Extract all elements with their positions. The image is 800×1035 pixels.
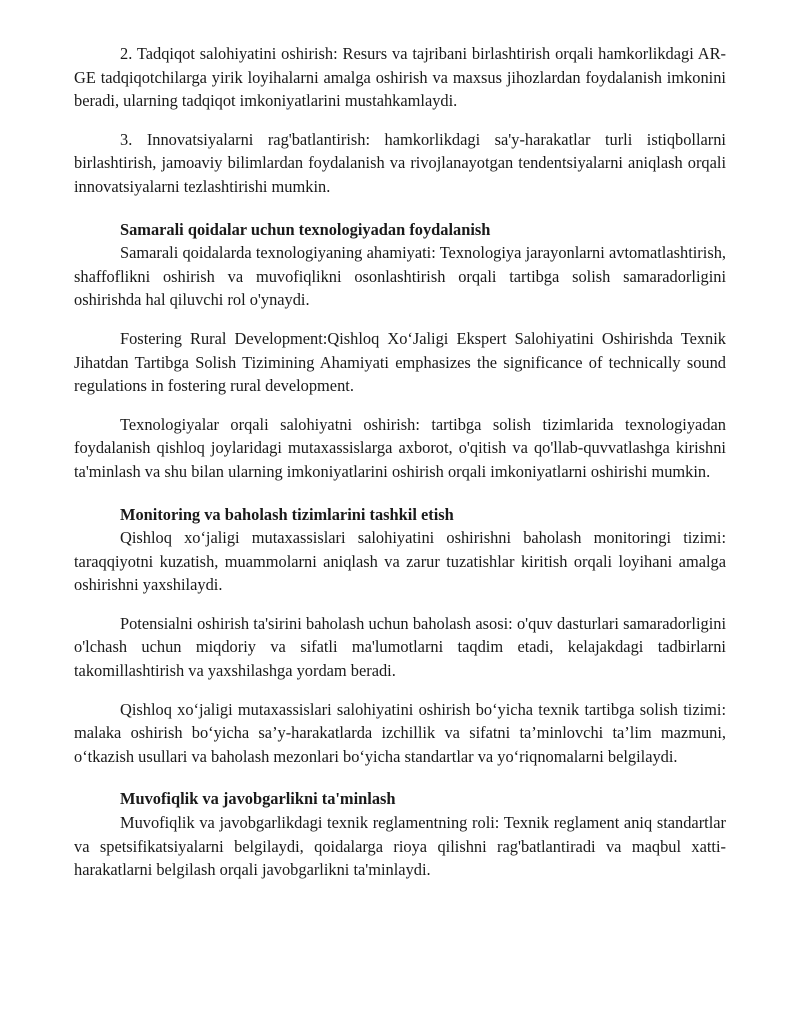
paragraph-capacity-through-technology: Texnologiyalar orqali salohiyatni oshirish: tartibga solish tizimlarida texnologiyadan foydalanish qishloq joylaridagi mutaxassislarga axborot, o'qitish va qo'llab-quvvatlashga kirishni ta'minlash va shu bilan ularning imkoniyatlarini oshirish orqali imkoniyatlarni oshirishi mumkin. — [74, 414, 726, 481]
paragraph-evaluation-framework: Potensialni oshirish ta'sirini baholash uchun baholash asosi: o'quv dasturlari samaradorligini o'lchash uchun miqdoriy va sifatli ma'lumotlarni taqdim etadi, kelajakdagi tadbirlarni takomillashtirish va yaxshilashga yordam beradi. — [74, 613, 726, 681]
paragraph-technology-importance: Samarali qoidalarda texnologiyaning ahamiyati: Texnologiya jarayonlarni avtomatlashtirish, shaffoflikni oshirish va muvofiqlikni osonlashtirish orqali tartibga solish samaradorligini oshirishda hal qiluvchi rol o'ynaydi. — [74, 243, 726, 310]
section-heading-technology: Samarali qoidalar uchun texnologiyadan foydalanish — [120, 219, 491, 239]
paragraph-rural-development: Fostering Rural Development:Qishloq Xo‘Jaligi Ekspert Salohiyatini Oshirishda Texnik Jihatdan Tartibga Solish Tizimining Ahamiyati emphasizes the significance of technically sound regulations in fostering rural development. — [74, 328, 726, 396]
paragraph-innovation: 3. Innovatsiyalarni rag'batlantirish: hamkorlikdagi sa'y-harakatlar turli istiqbollarni birlashtirish, jamoaviy bilimlardan foydalanish va rivojlanayotgan tendentsiyalarni aniqlash orqali innovatsiyalarni tezlashtirishi mumkin. — [74, 129, 726, 196]
paragraph-research-capacity: 2. Tadqiqot salohiyatini oshirish: Resurs va tajribani birlashtirish orqali hamkorlikdagi AR-GE tadqiqotchilarga yirik loyihalarni amalga oshirish va maxsus jihozlardan foydalanish imkonini beradi, ularning tadqiqot imkoniyatlarini mustahkamlaydi. — [74, 44, 726, 111]
paragraph-technical-regulation-system: Qishloq xo‘jaligi mutaxassislari salohiyatini oshirish bo‘yicha texnik tartibga solish tizimi: malaka oshirish bo‘yicha sa’y-harakatlarda izchillik va sifatni ta’minlovchi ta’lim mazmuni, o‘tkazish usullari va baholash mezonlari bo‘yicha standartlar va yo‘riqnomalarni belgilaydi. — [74, 699, 726, 766]
document-page — [74, 42, 726, 897]
section-heading-compliance: Muvofiqlik va javobgarlikni ta'minlash — [120, 789, 396, 809]
paragraph-compliance-role: Muvofiqlik va javobgarlikdagi texnik reglamentning roli: Texnik reglament aniq standartlar va spetsifikatsiyalarni belgilaydi, qoidalarga rioya qilishni rag'batlantiradi va maqbul xatti-harakatlarni belgilash orqali javobgarlikni ta'minlaydi. — [74, 813, 726, 880]
paragraph-monitoring-system: Qishloq xo‘jaligi mutaxassislari salohiyatini oshirishni baholash monitoringi tizimi: taraqqiyotni kuzatish, muammolarni aniqlash va zarur tuzatishlar kiritish orqali loyihani amalga oshirishni yaxshilaydi. — [74, 528, 726, 595]
section-heading-monitoring: Monitoring va baholash tizimlarini tashkil etish — [120, 504, 454, 524]
